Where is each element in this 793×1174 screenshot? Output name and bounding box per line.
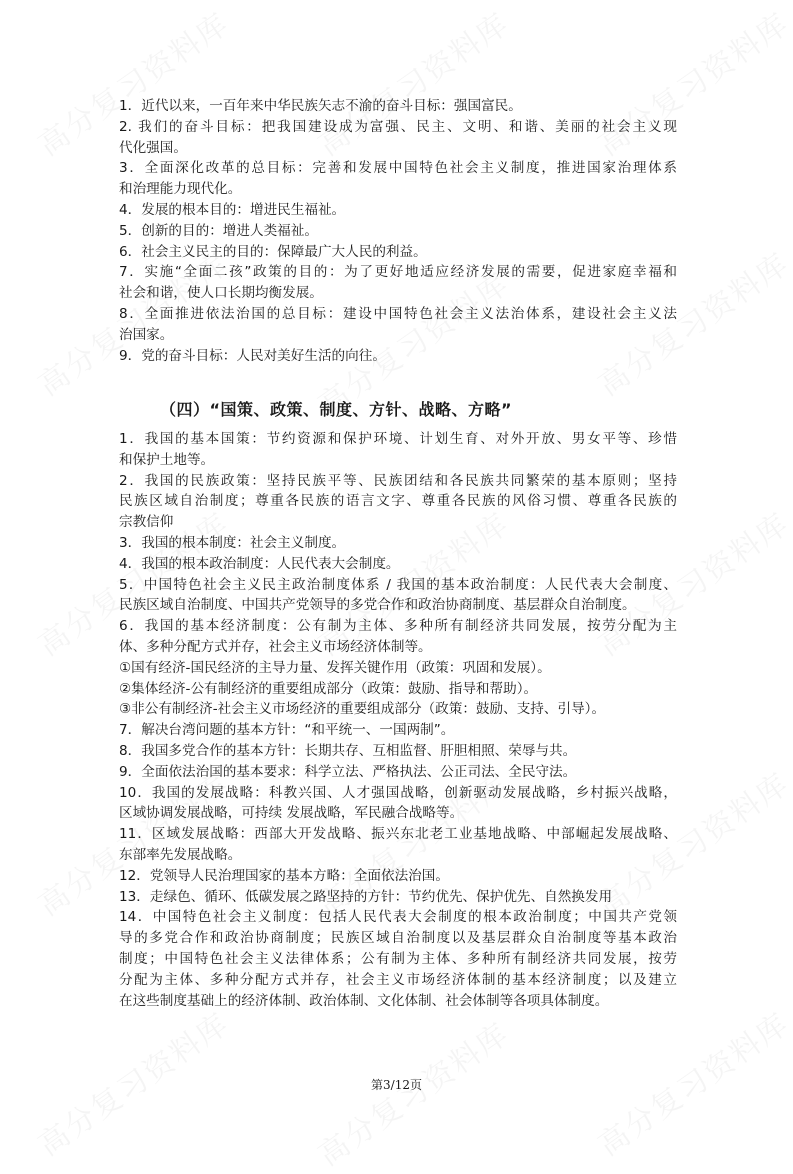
list-item: [119, 658, 677, 679]
list-item: [119, 762, 677, 783]
list-item: [119, 304, 677, 346]
list-item: [119, 262, 677, 304]
text-line: 和保护土地等。: [119, 451, 215, 468]
list-item: [119, 575, 677, 617]
list-item: [119, 741, 677, 762]
text-line: 14．中国特色社会主义制度：包括人民代表大会制度的根本政治制度；中国共产党领: [119, 909, 677, 926]
text-line: 7．解决台湾问题的基本方针：“和平统一、一国两制”。: [119, 722, 455, 739]
list-item: [119, 824, 677, 866]
text-line: 9．全面依法治国的基本要求：科学立法、严格执法、公正司法、全民守法。: [119, 763, 577, 780]
text-line: 11．区域发展战略：西部大开发战略、振兴东北老工业基地战略、中部崛起发展战略、: [119, 826, 677, 843]
text-line: 导的多党合作和政治协商制度；民族区域自治制度以及基层群众自治制度等基本政治: [119, 930, 677, 947]
list-item: [119, 96, 677, 117]
policies-list: [119, 429, 677, 1011]
text-line: 10．我国的发展战略：科教兴国、人才强国战略，创新驱动发展战略，乡村振兴战略，: [119, 784, 677, 801]
text-line: 2. 我们的奋斗目标：把我国建设成为富强、民主、文明、和谐、美丽的社会主义现: [119, 118, 677, 135]
text-line: 6．我国的基本经济制度：公有制为主体、多种所有制经济共同发展，按劳分配为主: [119, 618, 677, 635]
list-item: [119, 429, 677, 471]
text-line: 社会和谐，使人口长期均衡发展。: [119, 285, 323, 302]
list-item: [119, 221, 677, 242]
list-item: [119, 158, 677, 200]
text-line: 东部率先发展战略。: [119, 846, 242, 863]
text-line: 6．社会主义民主的目的：保障最广大人民的利益。: [119, 243, 427, 260]
text-line: 代化强国。: [119, 139, 187, 156]
goals-list: [119, 96, 677, 366]
page-number: 第3/12页: [371, 1078, 422, 1092]
list-item: [119, 471, 677, 533]
text-line: 3．全面深化改革的总目标：完善和发展中国特色社会主义制度，推进国家治理体系: [119, 160, 677, 177]
text-line: 1．近代以来，一百年来中华民族矢志不渝的奋斗目标：强国富民。: [119, 98, 522, 114]
list-item: [119, 117, 677, 159]
list-item: [119, 887, 677, 908]
text-line: 和治理能力现代化。: [119, 181, 242, 198]
list-item: [119, 866, 677, 887]
text-line: 5．中国特色社会主义民主政治制度体系 / 我国的基本政治制度：人民代表大会制度、: [119, 576, 677, 593]
text-line: 民族区域自治制度；尊重各民族的语言文字、尊重各民族的风俗习惯、尊重各民族的: [119, 493, 677, 510]
text-line: 7．实施“全面二孩”政策的目的：为了更好地适应经济发展的需要，促进家庭幸福和: [119, 264, 677, 281]
text-line: 8．全面推进依法治国的总目标：建设中国特色社会主义法治体系，建设社会主义法: [119, 305, 677, 322]
text-line: 宗教信仰: [119, 514, 174, 531]
text-line: 12．党领导人民治理国家的基本方略：全面依法治国。: [119, 867, 449, 884]
list-item: [119, 699, 677, 720]
text-line: ③非公有制经济-社会主义市场经济的重要组成部分（政策：鼓励、支持、引导）。: [119, 701, 606, 718]
list-item: [119, 907, 677, 1011]
text-line: 5．创新的目的：增进人类福祉。: [119, 222, 318, 239]
text-line: 8．我国多党合作的基本方针：长期共存、互相监督、肝胆相照、荣辱与共。: [119, 742, 577, 759]
list-item: [119, 616, 677, 658]
text-line: 分配为主体、多种分配方式并存，社会主义市场经济体制的基本经济制度；以及建立: [119, 971, 677, 988]
list-item: [119, 720, 677, 741]
text-line: ②集体经济-公有制经济的重要组成部分（政策：鼓励、指导和帮助）。: [119, 680, 538, 697]
text-line: 在这些制度基础上的经济体制、政治体制、文化体制、社会体制等各项具体制度。: [119, 992, 609, 1009]
section-heading: （四）“国策、政策、制度、方针、战略、方略”: [160, 400, 513, 419]
list-item: [119, 679, 677, 700]
list-item: [119, 783, 677, 825]
text-line: 民族区域自治制度、中国共产党领导的多党合作和政治协商制度、基层群众自治制度。: [119, 597, 636, 614]
text-line: 3．我国的根本制度：社会主义制度。: [119, 534, 346, 551]
text-line: 区域协调发展战略，可持续 发展战略，军民融合战略等。: [119, 805, 464, 822]
text-line: 9．党的奋斗目标：人民对美好生活的向往。: [119, 347, 386, 364]
text-line: 4．我国的根本政治制度：人民代表大会制度。: [119, 555, 400, 572]
text-line: 治国家。: [119, 326, 174, 343]
text-line: 1．我国的基本国策：节约资源和保护环境、计划生育、对外开放、男女平等、珍惜: [119, 431, 677, 447]
text-line: ①国有经济-国民经济的主导力量、发挥关键作用（政策：巩固和发展）。: [119, 659, 551, 676]
text-line: 制度；中国特色社会主义法律体系；公有制为主体、多种所有制经济共同发展，按劳: [119, 950, 677, 967]
list-item: [119, 346, 677, 367]
list-item: [119, 200, 677, 221]
text-line: 2．我国的民族政策：坚持民族平等、民族团结和各民族共同繁荣的基本原则；坚持: [119, 472, 677, 489]
text-line: 4．发展的根本目的：增进民生福祉。: [119, 201, 346, 218]
list-item: [119, 242, 677, 263]
list-item: [119, 554, 677, 575]
text-line: 体、多种分配方式并存，社会主义市场经济体制等。: [119, 638, 432, 655]
text-line: 13．走绿色、循环、低碳发展之路坚持的方针：节约优先、保护优先、自然换发用: [119, 888, 613, 905]
list-item: [119, 533, 677, 554]
